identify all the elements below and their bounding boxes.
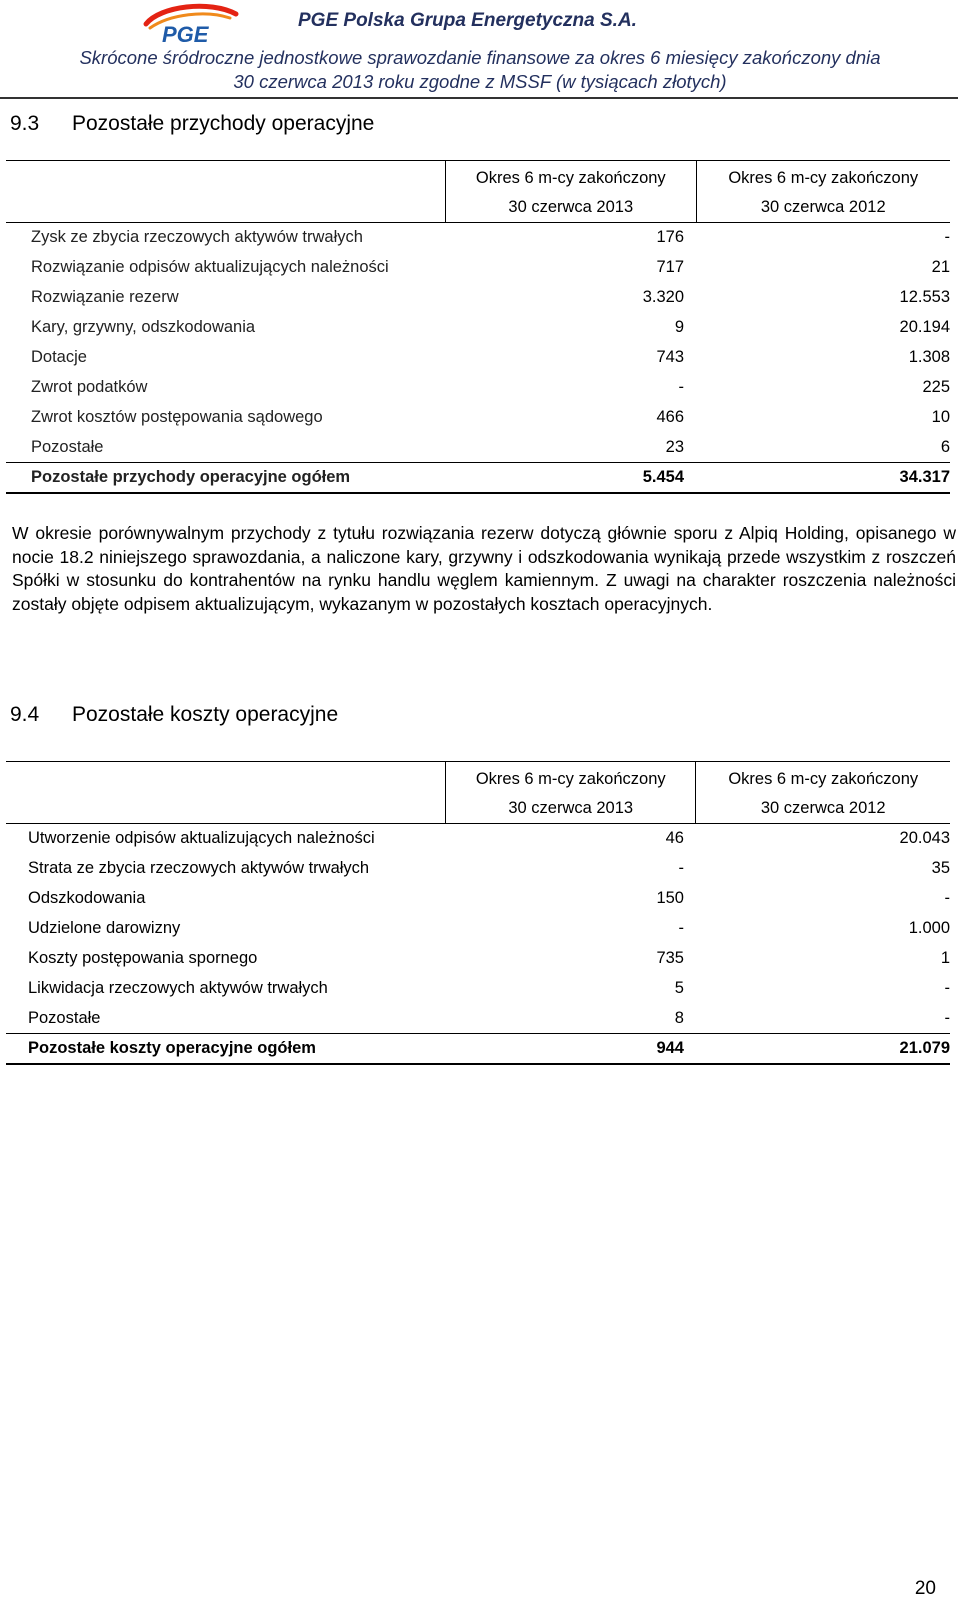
value-2012: 1 — [940, 949, 950, 967]
value-2013: 717 — [656, 258, 685, 276]
row-label: Pozostałe — [31, 437, 104, 456]
row-label: Udzielone darowizny — [28, 919, 181, 937]
total-2012: 21.079 — [696, 1034, 950, 1064]
value-2012: - — [944, 228, 950, 247]
value-2013: - — [678, 919, 684, 937]
total-label: Pozostałe przychody operacyjne ogółem — [6, 463, 446, 493]
report-subtitle — [0, 46, 960, 94]
row-label: Koszty postępowania spornego — [28, 949, 258, 967]
value-2013: 466 — [656, 408, 685, 426]
table-row — [6, 403, 950, 433]
row-label: Odszkodowania — [28, 889, 146, 907]
column-date-2013: 30 czerwca 2013 — [446, 193, 697, 223]
table-row — [6, 884, 950, 914]
total-2013: 5.454 — [446, 463, 697, 493]
value-2012: 1.308 — [908, 348, 950, 366]
value-2012: - — [944, 1008, 950, 1027]
table-row — [6, 223, 950, 253]
pge-logo — [140, 2, 250, 46]
table-row — [6, 283, 950, 313]
table-header-row — [6, 794, 950, 824]
row-label: Rozwiązanie odpisów aktualizujących należności — [31, 258, 389, 276]
section-title-9-4 — [10, 703, 338, 727]
table-total-row — [6, 463, 950, 493]
other-operating-income-table — [6, 160, 950, 494]
column-header-2012: Okres 6 m-cy zakończony — [696, 762, 950, 795]
section-number: 9.3 — [10, 112, 40, 135]
value-2013: 8 — [674, 1008, 684, 1027]
subtitle-line-2: 30 czerwca 2013 roku zgodne z MSSF (w tysiącach złotych) — [233, 71, 727, 92]
value-2013: - — [678, 859, 684, 877]
company-name: PGE Polska Grupa Energetyczna S.A. — [298, 10, 637, 31]
value-2013: 46 — [665, 829, 684, 848]
value-2012: - — [944, 979, 950, 997]
table-row — [6, 1004, 950, 1034]
subtitle-line-1: Skrócone śródroczne jednostkowe sprawozdanie finansowe za okres 6 miesięcy zakończony dnia — [79, 47, 881, 68]
header-divider — [0, 97, 958, 99]
total-2013: 944 — [445, 1034, 696, 1064]
total-2012: 34.317 — [696, 463, 950, 493]
table-header-row — [6, 762, 950, 795]
table-row — [6, 433, 950, 463]
table-row — [6, 313, 950, 343]
page-header — [0, 0, 960, 100]
value-2012: 12.553 — [899, 288, 950, 306]
table-row — [6, 944, 950, 974]
table-total-row — [6, 1034, 950, 1064]
row-label: Utworzenie odpisów aktualizujących należności — [28, 829, 375, 848]
table-row — [6, 974, 950, 1004]
value-2013: 3.320 — [642, 288, 685, 306]
value-2013: 735 — [656, 949, 684, 967]
row-label: Pozostałe — [28, 1008, 101, 1027]
section-number: 9.4 — [10, 703, 40, 726]
column-header-2012: Okres 6 m-cy zakończony — [696, 161, 950, 194]
value-2012: 21 — [931, 258, 950, 276]
value-2013: 5 — [674, 979, 684, 997]
column-header-2013: Okres 6 m-cy zakończony — [446, 161, 697, 194]
logo-text: PGE — [162, 22, 209, 46]
table-row — [6, 253, 950, 283]
value-2013: 9 — [674, 318, 685, 336]
value-2012: 20.043 — [899, 829, 950, 848]
value-2012: 35 — [931, 859, 950, 877]
value-2012: 6 — [940, 437, 950, 456]
table-header-row — [6, 193, 950, 223]
value-2012: 1.000 — [908, 919, 950, 937]
row-label: Zwrot podatków — [31, 378, 148, 396]
value-2012: 225 — [922, 378, 950, 396]
row-label: Rozwiązanie rezerw — [31, 288, 179, 306]
table-row — [6, 343, 950, 373]
total-label: Pozostałe koszty operacyjne ogółem — [6, 1034, 445, 1064]
row-label: Dotacje — [31, 348, 87, 366]
value-2012: 10 — [931, 408, 950, 426]
explanatory-note: W okresie porównywalnym przychody z tytułu rozwiązania rezerw dotyczą głównie sporu z Alpiq Holding, opisanego w nocie 18.2 niniejszego sprawozdania, a naliczone kary, grzywny i odszkodowania wynikają przede wszystkim z roszczeń Spółki w stosunku do kontrahentów na rynku handlu węglem kamiennym. Z uwagi na charakter roszczenia należności zostały objęte odpisem aktualizującym, wykazanym w pozostałych kosztach operacyjnych. — [12, 523, 956, 614]
column-date-2012: 30 czerwca 2012 — [696, 794, 950, 824]
row-label: Zwrot kosztów postępowania sądowego — [31, 408, 323, 426]
row-label: Zysk ze zbycia rzeczowych aktywów trwałych — [31, 228, 363, 247]
table-row — [6, 824, 950, 854]
table-row — [6, 854, 950, 884]
section-title-9-3 — [10, 112, 374, 136]
column-date-2012: 30 czerwca 2012 — [696, 193, 950, 223]
value-2013: 23 — [665, 437, 685, 456]
row-label: Strata ze zbycia rzeczowych aktywów trwałych — [28, 859, 370, 877]
column-header-2013: Okres 6 m-cy zakończony — [445, 762, 696, 795]
value-2013: 150 — [656, 889, 684, 907]
page-number: 20 — [914, 1578, 936, 1599]
table-row — [6, 914, 950, 944]
column-date-2013: 30 czerwca 2013 — [445, 794, 696, 824]
section-heading: Pozostałe przychody operacyjne — [72, 112, 375, 135]
table-header-row — [6, 161, 950, 194]
value-2013: 176 — [656, 228, 685, 247]
value-2013: 743 — [656, 348, 685, 366]
row-label: Likwidacja rzeczowych aktywów trwałych — [28, 979, 328, 997]
other-operating-costs-table — [6, 761, 950, 1065]
section-heading: Pozostałe koszty operacyjne — [72, 703, 339, 726]
value-2012: - — [944, 889, 950, 907]
row-label: Kary, grzywny, odszkodowania — [31, 318, 256, 336]
value-2013: - — [678, 378, 685, 396]
table-row — [6, 373, 950, 403]
value-2012: 20.194 — [899, 318, 950, 336]
